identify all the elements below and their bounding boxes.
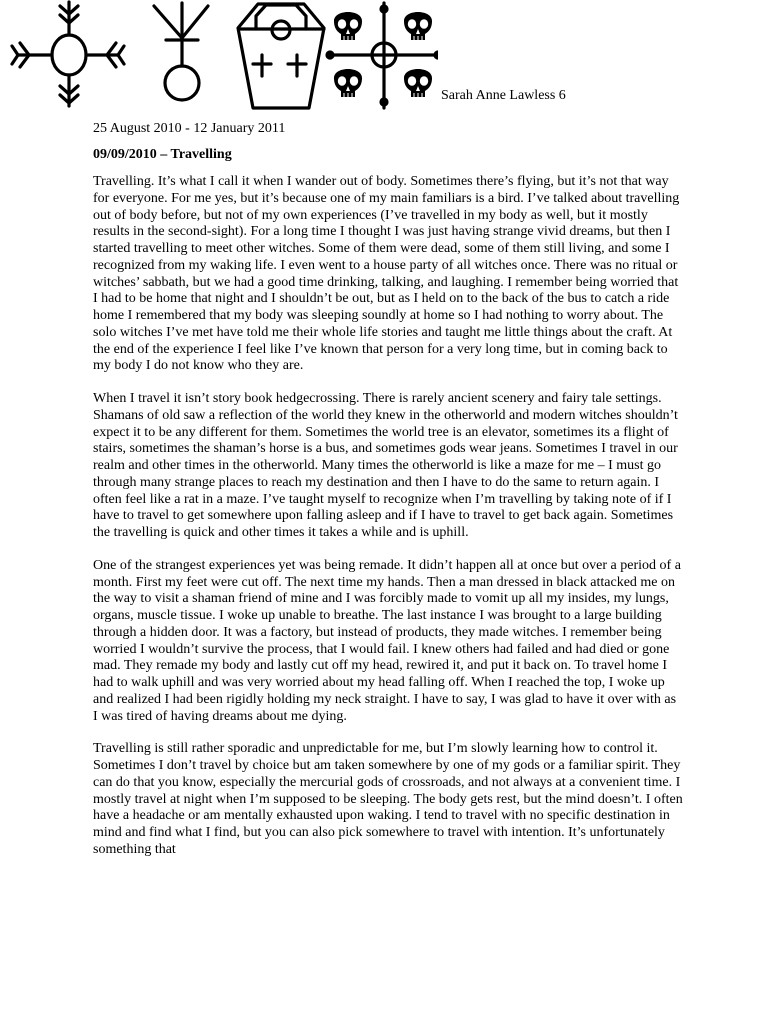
paragraph: One of the strangest experiences yet was being remade. It didn’t happen all at once but over a period of a month. First my feet were cut off. The next time my hands. Then a man dressed in black attacked me on the way to visit a shaman friend of mine and I was forcibly made to vomit up all my insides, my lungs, organs, muscle tissue. I woke up unable to breathe. The last instance I was brought to a large building through a hidden door. It was a factory, but instead of products, they made witches. I remember being worried I wouldn’t survive the process, that I would fail. I knew others had failed and had died or gone mad. They remade my body and lastly cut off my head, rewired it, and put it back on. To travel home I had to walk uphill and was very worried about my head falling off. When I reached the top, I woke up and realized I had been rigidly holding my neck straight. I have to say, I was glad to have it over with as I was tired of having dreams about me dying. bbox=[93, 557, 681, 724]
crossed-staff-sigil-icon bbox=[154, 3, 208, 100]
sun-cross-sigil-icon bbox=[12, 2, 124, 106]
paragraph: Travelling. It’s what I call it when I wander out of body. Sometimes there’s flying, but it’s not that way for everyone. For me yes, but it’s because one of my main familiars is a bird. I’ve talked about travelling out of body before, but not of my own experiences (I’ve travelled in my body as well, but it mostly results in the second-sight). For a long time I thought I was just having strange vivid dreams, but then I started travelling to meet other witches. Some of them were dead, some of them still living, and some I recognized from my waking life. I even went to a house party of all witches once. There was no ritual or witches’ sabbath, but we had a good time drinking, talking, and laughing. I remember being worried that I had to be home that night and I shouldn’t be out, but as I held on to the back of the bus to catch a ride home I remembered that my body was sleeping soundly at home so I had nothing to worry about. The solo witches I’ve met have told me their whole life stories and taught me little things about the craft. At the end of the experience I feel like I’ve known that person for a very long time, but in coming back to my body I do not know who they are. bbox=[93, 174, 680, 374]
date-range: 25 August 2010 - 12 January 2011 bbox=[93, 121, 286, 136]
coffin-icon bbox=[238, 4, 324, 108]
document-body bbox=[93, 120, 683, 875]
entry-title: 09/09/2010 – Travelling bbox=[93, 147, 232, 162]
running-header-author-page: Sarah Anne Lawless 6 bbox=[441, 88, 566, 103]
header-sigils bbox=[8, 0, 438, 112]
paragraph: Travelling is still rather sporadic and unpredictable for me, but I’m slowly learning how to control it. Sometimes I don’t travel by choice but am taken somewhere by one of my gods or a familiar spirit. They can do that you know, especially the mercurial gods of crossroads, and not always at a convenient time. I mostly travel at night when I’m supposed to be sleeping. The body gets rest, but the mind doesn’t. I often have a headache or am mentally exhausted upon waking. I tend to travel with no specific destination in mind and find what I find, but you can also pick somewhere to travel with intention. It’s unfortunately something that bbox=[93, 741, 683, 857]
paragraph: When I travel it isn’t story book hedgecrossing. There is rarely ancient scenery and fairy tale settings. Shamans of old saw a reflection of the world they knew in the otherworld and modern witches shouldn’t expect it to be any different for them. Sometimes the world tree is an elevator, sometimes its a flight of stairs, sometimes the shaman’s horse is a bus, and sometimes gods wear jeans. Sometimes I travel in our realm and other times in the otherworld. Many times the otherworld is like a maze for me – I must go through many strange places to reach my destination and then I have to do the same to return again. I often feel like a rat in a maze. I’ve taught myself to recognize when I’m travelling by taking note of if I have to travel to get somewhere upon falling asleep and if I have to travel to get back again. Sometimes the travelling is quick and other times it takes a while and is uphill. bbox=[93, 391, 678, 540]
